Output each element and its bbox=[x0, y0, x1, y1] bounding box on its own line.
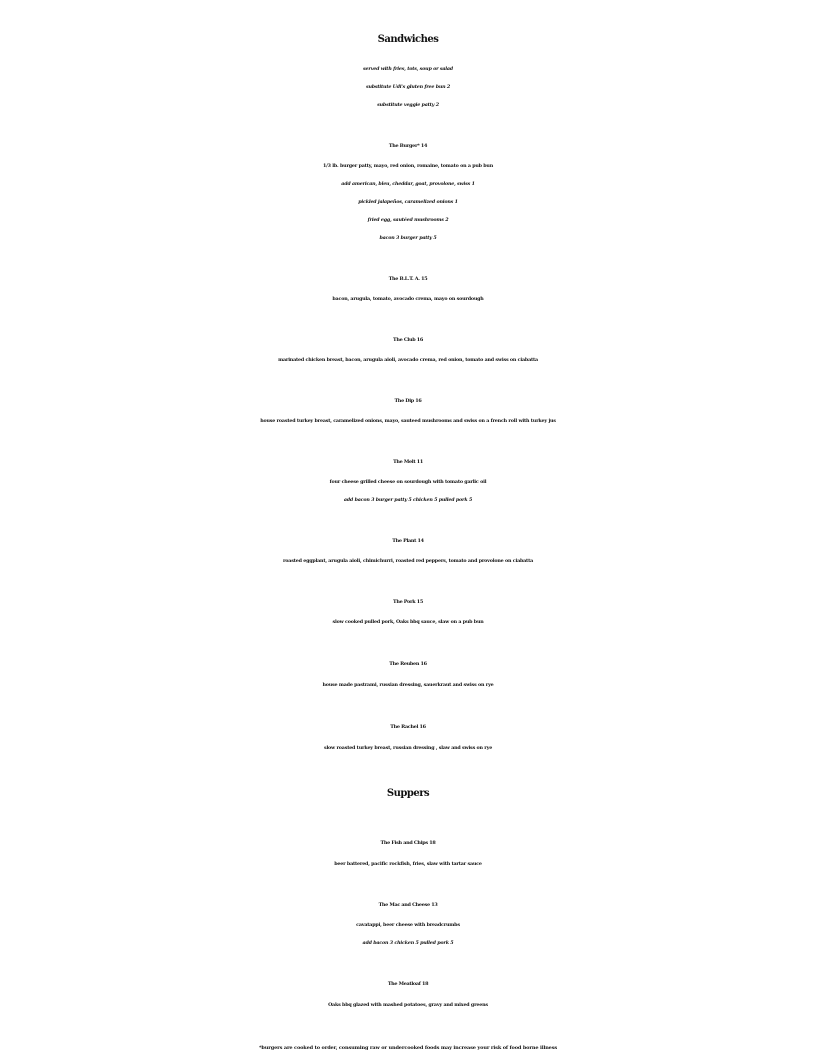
item-desc-plant: roasted eggplant, arugula aioli, chimichurri, roasted red peppers, tomato and provolone on ciabatta bbox=[282, 558, 533, 564]
sandwiches-note: substitute Udi's gluten free bun 2 bbox=[365, 84, 451, 90]
burger-addons: pickled jalapeños, caramelized onions 1 bbox=[358, 199, 458, 205]
burger-addons: fried egg, sautéed mushrooms 2 bbox=[367, 217, 449, 223]
item-desc-mac: cavatappi, beer cheese with breadcrumbs bbox=[356, 922, 460, 928]
item-name-melt: The Melt 11 bbox=[393, 459, 423, 465]
item-name-meatloaf: The Meatloaf 18 bbox=[387, 981, 429, 987]
addon-text: bacon 3 chicken 5 pulled pork 5 bbox=[371, 940, 454, 946]
item-name-rachel: The Rachel 16 bbox=[390, 724, 426, 730]
suppers-title: Suppers bbox=[386, 788, 430, 799]
sandwiches-note: served with fries, tots, soup or salad bbox=[363, 66, 453, 72]
add-label: add bbox=[341, 181, 351, 187]
item-name-plant: The Plant 14 bbox=[392, 538, 424, 544]
addon-text: bacon 3 burger patty 5 chicken 5 pulled pork 5 bbox=[353, 497, 473, 503]
item-name-dip: The Dip 16 bbox=[394, 398, 422, 404]
burger-addons bbox=[0, 181, 816, 187]
item-name-club: The Club 16 bbox=[393, 337, 423, 343]
addon-text: american, bleu, cheddar, goat, provolone, swiss 1 bbox=[350, 181, 475, 187]
item-name-pork: The Pork 15 bbox=[393, 599, 423, 605]
add-label: add bbox=[362, 940, 372, 946]
sandwiches-title: Sandwiches bbox=[377, 34, 439, 45]
item-desc-meatloaf: Oaks bbq glazed with mashed potatoes, gravy and mixed greens bbox=[328, 1002, 488, 1008]
item-desc-reuben: house made pastrami, russian dressing, sauerkraut and swiss on rye bbox=[322, 682, 494, 688]
item-name-mac: The Mac and Cheese 13 bbox=[378, 902, 438, 908]
sandwiches-note: substitute veggie patty 2 bbox=[377, 102, 439, 108]
footnote: *burgers are cooked to order, consuming raw or undercooked foods may increase your risk of food borne illness bbox=[258, 1045, 558, 1051]
item-desc-club: marinated chicken breast, bacon, arugula aioli, avocado crema, red onion, tomato and swiss on ciabatta bbox=[278, 357, 538, 363]
item-desc-fish: beer battered, pacific rockfish, fries, slaw with tartar sauce bbox=[334, 861, 482, 867]
item-name-reuben: The Reuben 16 bbox=[389, 661, 427, 667]
melt-addons bbox=[0, 497, 816, 503]
item-desc-melt: four cheese grilled cheese on sourdough with tomato garlic oil bbox=[329, 479, 487, 485]
item-desc-burger: 1/3 lb. burger patty, mayo, red onion, romaine, tomato on a pub bun bbox=[322, 163, 494, 169]
burger-addons: bacon 3 burger patty 5 bbox=[379, 235, 437, 241]
item-desc-dip: house roasted turkey breast, caramelized onions, mayo, sauteed mushrooms and swiss on a french roll with turkey jus bbox=[260, 418, 556, 424]
item-desc-pork: slow cooked pulled pork, Oaks bbq sauce, slaw on a pub bun bbox=[332, 619, 484, 625]
add-label: add bbox=[343, 497, 354, 503]
item-name-fish: The Fish and Chips 18 bbox=[380, 840, 436, 846]
item-name-burger: The Burger* 14 bbox=[388, 143, 428, 149]
mac-addons bbox=[0, 940, 816, 946]
item-desc-rachel: slow roasted turkey breast, russian dressing , slaw and swiss on rye bbox=[323, 745, 493, 751]
item-desc-blta: bacon, arugula, tomato, avocado crema, mayo on sourdough bbox=[332, 296, 484, 302]
item-name-blta: The B.L.T. A. 15 bbox=[388, 276, 428, 282]
